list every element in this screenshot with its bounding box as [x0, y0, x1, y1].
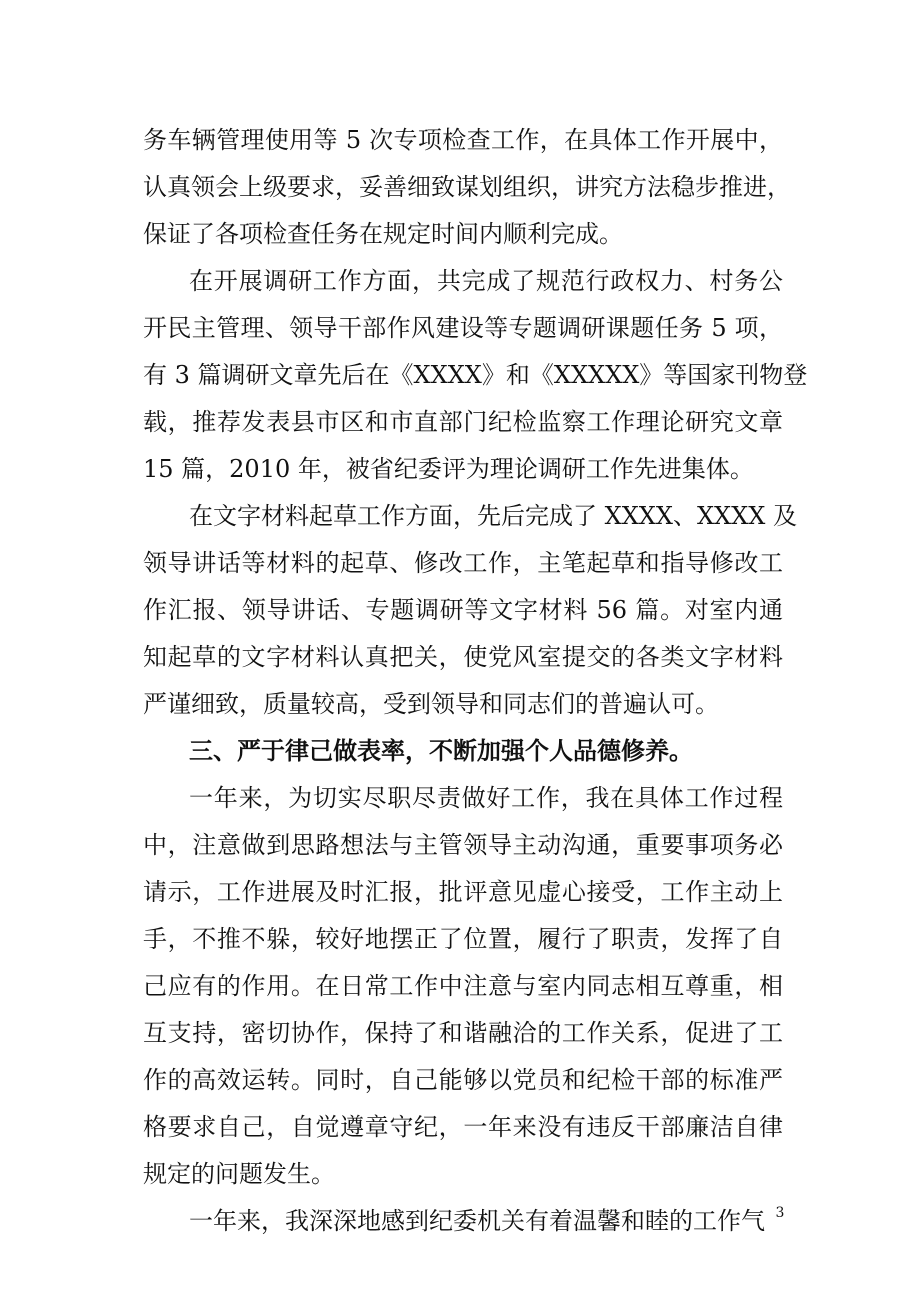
paragraph-start-line: 在开展调研工作方面，共完成了规范行政权力、村务公 [189, 267, 783, 295]
text-line: 载，推荐发表县市区和市直部门纪检监察工作理论研究文章 [143, 408, 783, 436]
text-line: 知起草的文字材料认真把关，使党风室提交的各类文字材料 [143, 643, 783, 671]
text-line: 有 3 篇调研文章先后在《XXXX》和《XXXXX》等国家刊物登 [143, 361, 808, 389]
text-line: 手，不推不躲，较好地摆正了位置，履行了职责，发挥了自 [143, 925, 783, 953]
text-line: 请示，工作进展及时汇报，批评意见虚心接受，工作主动上 [143, 878, 783, 906]
text-line: 认真领会上级要求，妥善细致谋划组织，讲究方法稳步推进， [143, 173, 791, 201]
text-line: 15 篇，2010 年，被省纪委评为理论调研工作先进集体。 [143, 455, 754, 483]
text-line: 领导讲话等材料的起草、修改工作，主笔起草和指导修改工 [143, 549, 783, 577]
section-heading: 三、严于律己做表率，不断加强个人品德修养。 [189, 737, 693, 765]
text-line: 格要求自己，自觉遵章守纪，一年来没有违反干部廉洁自律 [143, 1113, 783, 1141]
text-line: 己应有的作用。在日常工作中注意与室内同志相互尊重，相 [143, 972, 783, 1000]
text-line: 作汇报、领导讲话、专题调研等文字材料 56 篇。对室内通 [143, 596, 783, 624]
text-line: 保证了各项检查任务在规定时间内顺利完成。 [143, 220, 623, 248]
text-line: 开民主管理、领导干部作风建设等专题调研课题任务 5 项， [143, 314, 783, 342]
paragraph-start-line: 一年来，为切实尽职尽责做好工作，我在具体工作过程 [189, 784, 783, 812]
text-line: 中，注意做到思路想法与主管领导主动沟通，重要事项务必 [143, 831, 783, 859]
text-line: 互支持，密切协作，保持了和谐融洽的工作关系，促进了工 [143, 1019, 783, 1047]
text-line: 规定的问题发生。 [143, 1160, 335, 1188]
page-number: 3 [775, 1205, 785, 1221]
paragraph-start-line: 一年来，我深深地感到纪委机关有着温馨和睦的工作气 [189, 1207, 765, 1235]
paragraph-start-line: 在文字材料起草工作方面，先后完成了 XXXX、XXXX 及 [189, 502, 797, 530]
text-line: 严谨细致，质量较高，受到领导和同志们的普遍认可。 [143, 690, 719, 718]
text-line: 务车辆管理使用等 5 次专项检查工作，在具体工作开展中， [143, 126, 783, 154]
text-line: 作的高效运转。同时，自己能够以党员和纪检干部的标准严 [143, 1066, 783, 1094]
